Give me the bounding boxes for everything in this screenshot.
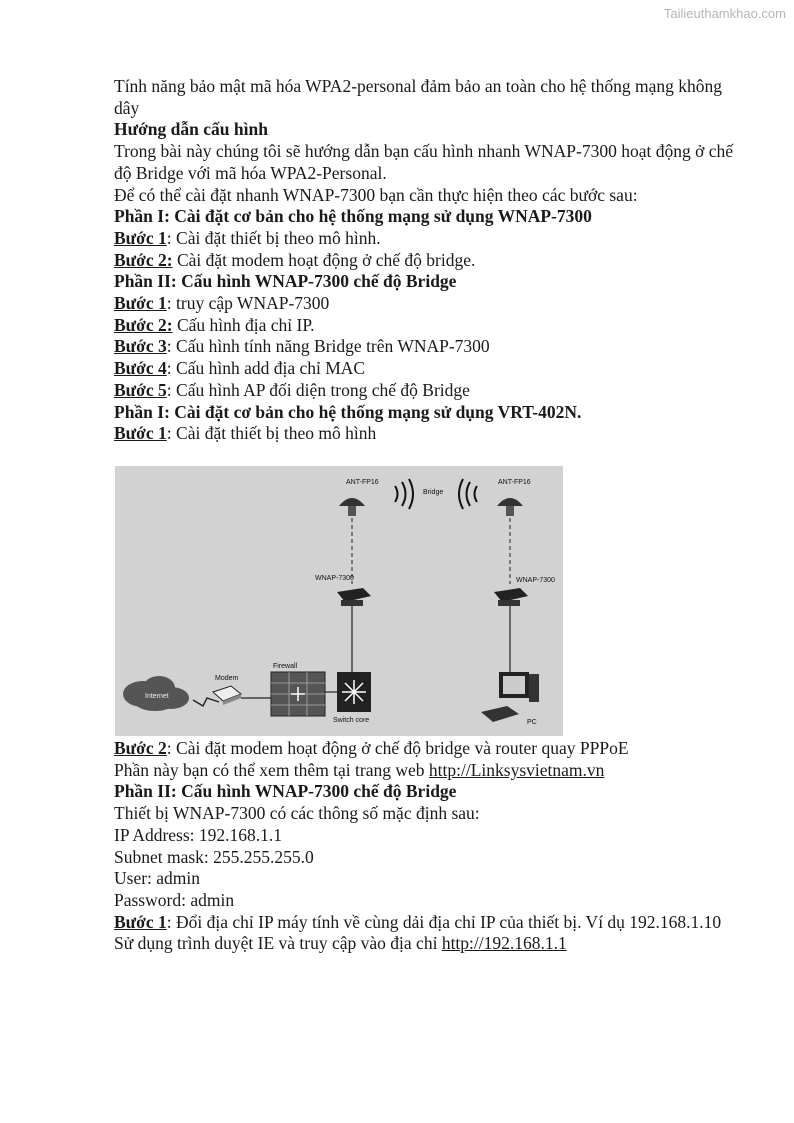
- access-point-left-icon: [337, 588, 371, 606]
- part2-step: [114, 380, 734, 402]
- part2-step: [114, 336, 734, 358]
- guide-heading: Hướng dẫn cấu hình: [114, 119, 268, 140]
- antenna-right-icon: [497, 498, 523, 516]
- step-sep: :: [166, 358, 172, 379]
- more-info-line: [114, 760, 734, 782]
- modem-label: Modem: [215, 675, 239, 682]
- step-sep: :: [166, 738, 172, 758]
- part1b-step: [114, 423, 734, 445]
- antenna-left-icon: [339, 498, 365, 516]
- defaults-intro: Thiết bị WNAP-7300 có các thông số mặc định sau:: [114, 803, 480, 824]
- step-label: Bước 2: [114, 738, 167, 758]
- internet-label: Internet: [145, 693, 169, 700]
- link-internet-modem: [193, 698, 219, 706]
- step-text: Cài đặt modem hoạt động ở chế độ bridge.: [172, 249, 476, 270]
- switch-core-icon: [337, 672, 371, 712]
- step-text: Đổi địa chỉ IP máy tính về cùng dải địa chỉ IP của thiết bị. Ví dụ 192.168.1.10: [171, 911, 722, 932]
- step-text: truy cập WNAP-7300: [171, 293, 330, 314]
- more-info-text: Phần này bạn có thể xem thêm tại trang web: [114, 759, 429, 780]
- step-label: Bước 2:: [114, 314, 173, 335]
- default-subnet: Subnet mask: 255.255.255.0: [114, 846, 314, 867]
- step-text: Cấu hình AP đối diện trong chế độ Bridge: [171, 379, 470, 400]
- step-sep: :: [166, 423, 172, 444]
- part1-step: [114, 228, 734, 250]
- antenna-left-label: ANT-FP16: [346, 479, 379, 486]
- part2-heading: Phần II: Cấu hình WNAP-7300 chế độ Bridge: [114, 271, 457, 292]
- part1b-heading: Phần I: Cài đặt cơ bản cho hệ thống mạng sử dụng VRT-402N.: [114, 401, 582, 422]
- step2-line: [114, 738, 734, 760]
- default-ip: IP Address: 192.168.1.1: [114, 824, 283, 845]
- firewall-icon: [271, 672, 325, 716]
- document-body-continued: [114, 738, 734, 955]
- step-text: Cài đặt thiết bị theo mô hình: [171, 423, 377, 444]
- step-label: Bước 5: [114, 379, 167, 400]
- step-sep: :: [166, 379, 172, 400]
- part1-heading: Phần I: Cài đặt cơ bản cho hệ thống mạng sử dụng WNAP-7300: [114, 206, 592, 227]
- watermark: Tailieuthamkhao.com: [663, 6, 786, 21]
- steps-intro: Để có thể cài đặt nhanh WNAP-7300 bạn cần thực hiện theo các bước sau:: [114, 184, 638, 205]
- linksys-link[interactable]: http://Linksysvietnam.vn: [428, 759, 605, 780]
- network-diagram-svg: [115, 466, 563, 736]
- ap-left-label: WNAP-7300: [315, 575, 354, 582]
- default-password: Password: admin: [114, 889, 235, 910]
- step-label: Bước 4: [114, 358, 167, 379]
- step-label: Bước 2:: [114, 249, 173, 270]
- part2-step: [114, 315, 734, 337]
- browser-line: [114, 933, 734, 955]
- part1-step: [114, 250, 734, 272]
- antenna-right-label: ANT-FP16: [498, 479, 531, 486]
- security-paragraph: Tính năng bảo mật mã hóa WPA2-personal đảm bảo an toàn cho hệ thống mạng không dây: [114, 76, 722, 118]
- access-point-right-icon: [494, 588, 528, 606]
- browser-text: Sử dụng trình duyệt IE và truy cập vào địa chỉ: [114, 933, 442, 954]
- guide-paragraph: Trong bài này chúng tôi sẽ hướng dẫn bạn cấu hình nhanh WNAP-7300 hoạt động ở chế độ Bridge với mã hóa WPA2-Personal.: [114, 141, 734, 183]
- device-ip-link[interactable]: http://192.168.1.1: [441, 933, 567, 954]
- switch-label: Switch core: [333, 717, 370, 724]
- bridge-label: Bridge: [423, 489, 444, 496]
- modem-icon: [213, 686, 241, 705]
- step-text: Cấu hình địa chỉ IP.: [172, 314, 315, 335]
- document-body: [114, 76, 734, 445]
- firewall-label: Firewall: [273, 663, 298, 670]
- step-label: Bước 1: [114, 423, 167, 444]
- default-user: User: admin: [114, 868, 201, 889]
- step-label: Bước 3: [114, 336, 167, 357]
- ap-right-label: WNAP-7300: [516, 577, 555, 584]
- part2-step: [114, 358, 734, 380]
- pc-icon: [481, 672, 539, 722]
- step-label: Bước 1: [114, 227, 167, 248]
- pc-label: PC: [527, 719, 537, 726]
- network-diagram: [115, 466, 563, 736]
- step-text: Cấu hình tính năng Bridge trên WNAP-7300: [171, 336, 490, 357]
- step-text: Cài đặt modem hoạt động ở chế độ bridge và router quay PPPoE: [171, 738, 629, 758]
- part2-heading-repeat: Phần II: Cấu hình WNAP-7300 chế độ Bridge: [114, 781, 457, 802]
- step-label: Bước 1: [114, 293, 167, 314]
- part2-step: [114, 293, 734, 315]
- step-sep: :: [166, 336, 172, 357]
- step1-line: [114, 912, 734, 934]
- step-label: Bước 1: [114, 911, 167, 932]
- step-sep: :: [166, 227, 172, 248]
- step-text: Cấu hình add địa chỉ MAC: [171, 358, 366, 379]
- step-sep: :: [166, 911, 172, 932]
- step-sep: :: [166, 293, 172, 314]
- step-text: Cài đặt thiết bị theo mô hình.: [171, 227, 381, 248]
